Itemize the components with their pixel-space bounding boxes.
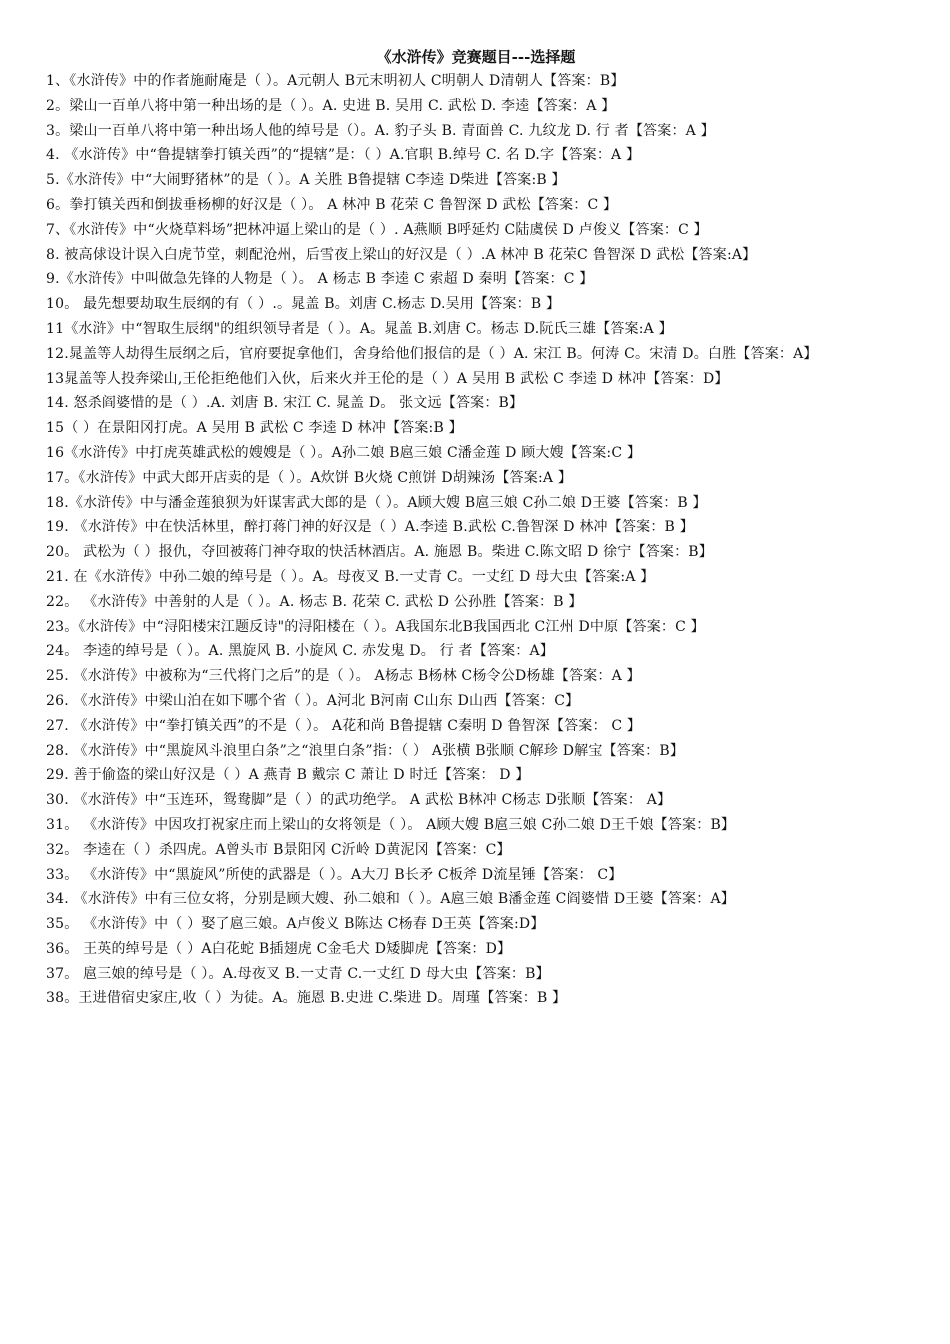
question-item: 5.《水浒传》中“大闹野猪林”的是（ ）。A 关胜 B鲁提辖 C李逵 D柴进【答案:B 】 — [46, 172, 566, 189]
question-item: 2。梁山一百单八将中第一种出场的是（ ）。A. 史进 B. 吴用 C. 武松 D. 李逵【答案：A 】 — [46, 97, 616, 114]
quiz-document — [46, 46, 906, 1011]
question-item: 12.晁盖等人劫得生辰纲之后，官府要捉拿他们，舍身给他们报信的是（ ）A. 宋江 B。何涛 C。宋清 D。白胜【答案：A】 — [46, 345, 818, 362]
question-item: 17。《水浒传》中武大郎开店卖的是（ ）。A炊饼 B火烧 C煎饼 D胡辣汤【答案:A 】 — [46, 469, 573, 486]
question-item: 35。 《水浒传》中（ ）娶了扈三娘。A卢俊义 B陈达 C杨春 D王英【答案:D】 — [46, 916, 545, 933]
question-item: 37。 扈三娘的绰号是（ ）。A.母夜叉 B.一丈青 C.一丈红 D 母大虫【答案：B】 — [46, 965, 550, 982]
question-item: 28. 《水浒传》中“黑旋风斗浪里白条”之“浪里白条”指：（ ） A张横 B张顺 C解珍 D解宝【答案：B】 — [46, 742, 685, 759]
question-list — [46, 69, 906, 1011]
question-item: 9.《水浒传》中叫做急先锋的人物是（ ）。 A 杨志 B 李逵 C 索超 D 秦明【答案：C 】 — [46, 271, 594, 288]
question-item: 8. 被高俅设计误入白虎节堂，刺配沧州，后雪夜上梁山的好汉是（ ）.A 林冲 B 花荣C 鲁智深 D 武松【答案:A】 — [46, 246, 757, 263]
question-item: 23。《水浒传》中“浔阳楼宋江题反诗"的浔阳楼在（ ）。A我国东北B我国西北 C江州 D中原【答案：C 】 — [46, 618, 705, 635]
question-item: 13晁盖等人投奔梁山,王伦拒绝他们入伙，后来火并王伦的是（ ）A 吴用 B 武松 C 李逵 D 林冲【答案：D】 — [46, 370, 729, 387]
question-item: 36。 王英的绰号是（ ）A白花蛇 B插翅虎 C金毛犬 D矮脚虎【答案：D】 — [46, 940, 512, 957]
question-item: 14. 怒杀阎婆惜的是（ ）.A. 刘唐 B. 宋江 C. 晁盖 D。 张文远【答案：B】 — [46, 395, 524, 412]
question-item: 33。 《水浒传》中“黑旋风”所使的武器是（ ）。A大刀 B长矛 C板斧 D流星锤【答案： C】 — [46, 866, 623, 883]
question-item: 19. 《水浒传》中在快活林里，醉打蒋门神的好汉是（ ）A.李逵 B.武松 C.鲁智深 D 林冲【答案：B 】 — [46, 519, 694, 536]
question-item: 25. 《水浒传》中被称为“三代将门之后”的是（ ）。 A杨志 B杨林 C杨令公D杨雄【答案：A 】 — [46, 668, 641, 685]
question-item: 16《水浒传》中打虎英雄武松的嫂嫂是（ ）。A孙二娘 B扈三娘 C潘金莲 D 顾大嫂【答案:C 】 — [46, 444, 642, 461]
question-item: 15（ ）在景阳冈打虎。A 吴用 B 武松 C 李逵 D 林冲【答案:B 】 — [46, 420, 463, 437]
question-item: 6。拳打镇关西和倒拔垂杨柳的好汉是（ ）。 A 林冲 B 花荣 C 鲁智深 D 武松【答案：C 】 — [46, 196, 618, 213]
question-item: 21. 在《水浒传》中孙二娘的绰号是（ ）。A。母夜叉 B.一丈青 C。一丈红 D 母大虫【答案:A 】 — [46, 568, 655, 585]
question-item: 7、《水浒传》中“火烧草料场”把林冲逼上梁山的是（ ）. A燕顺 B呼延灼 C陆虞侯 D 卢俊义【答案：C 】 — [46, 221, 708, 238]
question-item: 24。 李逵的绰号是（ ）。A. 黑旋风 B. 小旋风 C. 赤发鬼 D。 行 者【答案：A】 — [46, 643, 555, 660]
question-item: 27. 《水浒传》中“拳打镇关西”的不是（ ）。 A花和尚 B鲁提辖 C秦明 D 鲁智深【答案： C 】 — [46, 717, 642, 734]
question-item: 18.《水浒传》中与潘金莲狼狈为奸谋害武大郎的是（ ）。A顾大嫂 B扈三娘 C孙二娘 D王婆【答案：B 】 — [46, 494, 707, 511]
question-item: 1、《水浒传》中的作者施耐庵是（ ）。A元朝人 B元末明初人 C明朝人 D清朝人【答案：B】 — [46, 73, 625, 89]
question-item: 31。 《水浒传》中因攻打祝家庄而上梁山的女将领是（ ）。 A顾大嫂 B扈三娘 C孙二娘 D王千娘【答案：B】 — [46, 816, 736, 833]
question-item: 3。梁山一百单八将中第一种出场人他的绰号是（）。A. 豹子头 B. 青面兽 C. 九纹龙 D. 行 者【答案：A 】 — [46, 122, 715, 139]
question-item: 4. 《水浒传》中“鲁提辖拳打镇关西”的“提辖”是：（ ）A.官职 B.绰号 C. 名 D.字【答案：A 】 — [46, 147, 641, 164]
question-item: 22。 《水浒传》中善射的人是（ ）。A. 杨志 B. 花荣 C. 武松 D 公孙胜【答案：B 】 — [46, 593, 583, 610]
question-item: 11《水浒》中“智取生辰纲"的组织领导者是（ ）。A。晁盖 B.刘唐 C。杨志 D.阮氏三雄【答案:A 】 — [46, 320, 673, 337]
question-item: 30. 《水浒传》中“玉连环，鸳鸯脚”是（ ）的武功绝学。 A 武松 B林冲 C杨志 D张顺【答案： A】 — [46, 792, 672, 809]
question-item: 29. 善于偷盗的梁山好汉是（ ）A 燕青 B 戴宗 C 萧让 D 时迁【答案： D 】 — [46, 767, 530, 784]
question-item: 26. 《水浒传》中梁山泊在如下哪个省（ ）。A河北 B河南 C山东 D山西【答案：C】 — [46, 692, 580, 709]
question-item: 20。 武松为（ ）报仇，夺回被蒋门神夺取的快活林酒店。A. 施恩 B。柴进 C.陈文昭 D 徐宁【答案：B】 — [46, 544, 713, 561]
question-item: 32。 李逵在（ ）杀四虎。A曾头市 B景阳冈 C沂岭 D黄泥冈【答案：C】 — [46, 841, 511, 858]
question-item: 34. 《水浒传》中有三位女将，分别是顾大嫂、孙二娘和（ ）。A扈三娘 B潘金莲 C阎婆惜 D王婆【答案：A】 — [46, 891, 735, 908]
question-item: 38。王进借宿史家庄,收（ ）为徒。A。施恩 B.史进 C.柴进 D。周瑾【答案：B 】 — [46, 990, 567, 1007]
question-item: 10。 最先想要劫取生辰纲的有（ ）.。晁盖 B。刘唐 C.杨志 D.吴用【答案：B 】 — [46, 296, 561, 313]
document-title: 《水浒传》竞赛题目---选择题 — [376, 48, 576, 66]
